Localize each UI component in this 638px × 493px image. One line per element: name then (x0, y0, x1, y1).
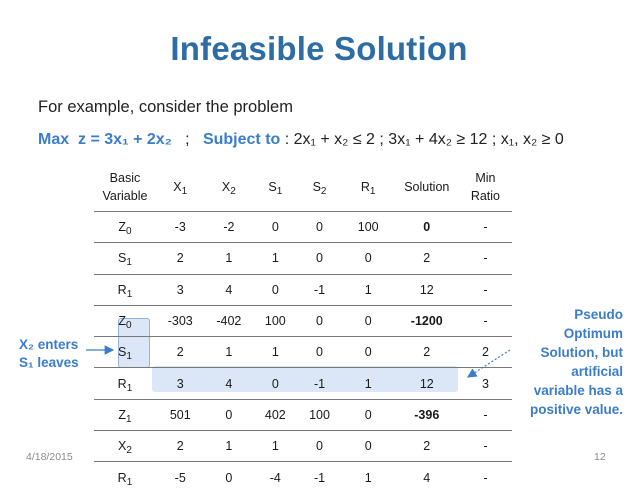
coefficient-cell: -303 (156, 305, 205, 336)
coefficient-cell: 0 (342, 399, 395, 430)
coefficient-cell: -1 (313, 470, 326, 485)
coefficient-cell: 4 (205, 368, 254, 399)
ratio-cell: - (459, 243, 512, 274)
coefficient-cell: 1 (205, 431, 254, 462)
slide-title: Infeasible Solution (170, 30, 468, 67)
column-header: $S_1$ (253, 163, 297, 212)
coefficient-cell: 0 (253, 274, 297, 305)
ratio-cell: - (459, 399, 512, 430)
ratio-cell: - (459, 212, 512, 243)
coefficient-cell: 0 (297, 212, 341, 243)
coefficient-cell: -5 (174, 470, 186, 485)
coefficient-cell: 2 (156, 431, 205, 462)
coefficient-cell: 100 (342, 212, 395, 243)
coefficient-cell: 1 (205, 243, 254, 274)
pseudo-optimum-note-line: positive value. (529, 402, 623, 417)
coefficient-cell: -1 (297, 368, 341, 399)
solution-cell: 2 (395, 243, 459, 274)
ratio-cell: - (483, 470, 488, 485)
ratio-cell: - (459, 274, 512, 305)
basic-variable-cell: $Z_0$ (94, 212, 156, 243)
coefficient-cell: 0 (342, 243, 395, 274)
coefficient-cell: 100 (253, 305, 297, 336)
footer-date: 4/18/2015 (26, 451, 73, 463)
coefficient-cell: -3 (156, 212, 205, 243)
column-header: Basic Variable (94, 163, 156, 212)
basic-variable-cell: $S_1$ (94, 337, 156, 368)
column-header: $X_2$ (205, 163, 254, 212)
coefficient-cell: 100 (297, 399, 341, 430)
coefficient-cell: 1 (253, 243, 297, 274)
coefficient-cell: 1 (205, 337, 254, 368)
page-number: 12 (594, 451, 606, 463)
coefficient-cell: -402 (205, 305, 254, 336)
pseudo-optimum-note-line: Pseudo (574, 307, 623, 322)
separator: ; (185, 131, 190, 148)
max-label: Max (38, 131, 70, 148)
coefficient-cell: 0 (253, 212, 297, 243)
leave-note: S₁ leaves (19, 355, 79, 370)
column-header: Min Ratio (459, 163, 512, 212)
basic-variable-cell: $X_2$ (94, 431, 156, 462)
coefficient-cell: 0 (342, 305, 395, 336)
column-header: Solution (395, 163, 459, 212)
ratio-cell: 3 (459, 368, 512, 399)
solution-cell: -396 (395, 399, 459, 430)
coefficient-cell: -2 (205, 212, 254, 243)
pseudo-optimum-note-line: artificial (571, 364, 623, 379)
coefficient-cell: 0 (342, 337, 395, 368)
pseudo-optimum-note-line: Solution, but (540, 345, 623, 360)
coefficient-cell: 4 (205, 274, 254, 305)
objective-function: z = 3x₁ + 2x₂ (78, 131, 172, 148)
basic-variable-cell: $R_1$ (94, 368, 156, 399)
coefficient-cell: 2 (156, 243, 205, 274)
basic-variable-cell: $Z_1$ (94, 399, 156, 430)
solution-cell: 2 (395, 431, 459, 462)
ratio-cell: - (459, 305, 512, 336)
coefficient-cell: 501 (156, 399, 205, 430)
coefficient-cell: 0 (297, 243, 341, 274)
solution-cell: 12 (395, 274, 459, 305)
solution-cell: 2 (395, 337, 459, 368)
coefficient-cell: 0 (225, 470, 233, 485)
intro-text: For example, consider the problem (38, 98, 293, 116)
coefficient-cell: 3 (156, 274, 205, 305)
enter-note: X₂ enters (19, 337, 79, 352)
coefficient-cell: 0 (253, 368, 297, 399)
coefficient-cell: 1 (342, 368, 395, 399)
coefficient-cell: 0 (297, 431, 341, 462)
subject-to-label: Subject to (202, 131, 281, 148)
coefficient-cell: -4 (269, 470, 281, 485)
coefficient-cell: -1 (297, 274, 341, 305)
ratio-cell: 2 (459, 337, 512, 368)
column-header: $R_1$ (342, 163, 395, 212)
column-header: $S_2$ (297, 163, 341, 212)
coefficient-cell: 0 (297, 337, 341, 368)
basic-variable-cell: $S_1$ (94, 243, 156, 274)
basic-variable-cell: $R_1$ (94, 274, 156, 305)
solution-cell: 4 (423, 470, 431, 485)
solution-cell: -1200 (395, 305, 459, 336)
coefficient-cell: 3 (156, 368, 205, 399)
coefficient-cell: 1 (253, 337, 297, 368)
coefficient-cell: 0 (297, 305, 341, 336)
solution-cell: 0 (395, 212, 459, 243)
pseudo-optimum-note-line: Optimum (563, 326, 623, 341)
coefficient-cell: 0 (205, 399, 254, 430)
coefficient-cell: 1 (253, 431, 297, 462)
basic-variable-cell: $Z_0$ (94, 305, 156, 336)
constraints: : 2x₁ + x₂ ≤ 2 ; 3x₁ + 4x₂ ≥ 12 ; x₁, x₂ ≥ 0 (284, 131, 564, 148)
column-header: $X_1$ (156, 163, 205, 212)
pseudo-optimum-note-line: variable has a (533, 383, 623, 398)
solution-cell: 12 (395, 368, 459, 399)
pseudo-optimum-arrow (468, 350, 510, 377)
basic-variable-cell: $R_1$ (117, 470, 133, 488)
coefficient-cell: 402 (253, 399, 297, 430)
ratio-cell: - (459, 431, 512, 462)
coefficient-cell: 0 (342, 431, 395, 462)
coefficient-cell: 2 (156, 337, 205, 368)
coefficient-cell: 1 (364, 470, 372, 485)
coefficient-cell: 1 (342, 274, 395, 305)
